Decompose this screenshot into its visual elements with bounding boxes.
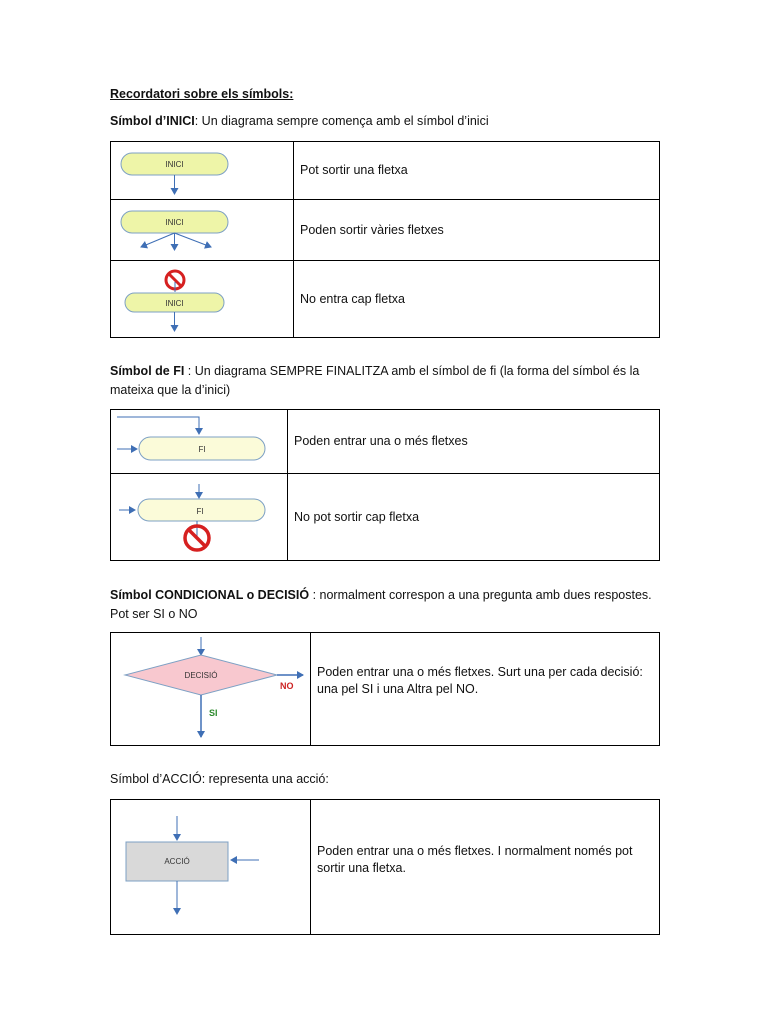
table-row — [111, 142, 660, 200]
inici-label: Símbol d’INICI — [110, 114, 195, 128]
inici-no-entry-figure — [111, 261, 294, 338]
accio-intro: Símbol d’ACCIÓ: representa una acció: — [110, 772, 329, 786]
accio-desc: Poden entrar una o més fletxes. I normalment només pot sortir una fletxa. — [311, 800, 660, 935]
shape-label: ACCIÓ — [164, 857, 190, 866]
no-entry-icon — [185, 521, 209, 550]
shape-label: INICI — [165, 218, 184, 227]
fi-table — [110, 409, 660, 561]
arrow-right — [175, 233, 212, 247]
decision-figure — [111, 633, 311, 746]
condicional-desc: Poden entrar una o més fletxes. Surt una per cada decisió: una pel SI i una Altra pel NO. — [311, 633, 660, 746]
fi-label: Símbol de FI — [110, 364, 185, 378]
table-row — [111, 261, 660, 338]
inici-intro — [110, 112, 662, 131]
document-title: Recordatori sobre els símbols: — [110, 87, 294, 101]
fi-desc-1: Poden entrar una o més fletxes — [288, 410, 660, 474]
inici-single-arrow-figure — [111, 142, 294, 200]
accio-table — [110, 799, 660, 935]
action-figure — [111, 800, 311, 935]
fi-text: : Un diagrama SEMPRE FINALITZA amb el símbol de fi (la forma del símbol és la mateixa que la d’inici) — [110, 364, 640, 397]
no-label: NO — [280, 681, 294, 691]
table-row — [111, 474, 660, 561]
arrow-in-top — [117, 417, 199, 434]
shape-label: INICI — [165, 160, 184, 169]
fi-intro — [110, 362, 662, 400]
yes-label: SI — [209, 708, 218, 718]
inici-desc-3: No entra cap fletxa — [294, 261, 660, 338]
shape-label: FI — [196, 507, 204, 516]
inici-desc-2: Poden sortir vàries fletxes — [294, 200, 660, 261]
condicional-label: Símbol CONDICIONAL o DECISIÓ — [110, 588, 310, 602]
shape-label: FI — [198, 445, 206, 454]
arrow-left — [141, 233, 175, 247]
table-row — [111, 800, 660, 935]
condicional-table — [110, 632, 660, 746]
table-row — [111, 410, 660, 474]
fi-no-exit-figure — [111, 474, 288, 561]
inici-table — [110, 141, 660, 338]
inici-multi-arrow-figure — [111, 200, 294, 261]
inici-text: : Un diagrama sempre comença amb el símbol d’inici — [194, 114, 489, 128]
no-entry-icon — [166, 271, 184, 292]
inici-desc-1: Pot sortir una fletxa — [294, 142, 660, 200]
condicional-text: : normalment correspon a una pregunta amb dues respostes. Pot ser SI o NO — [110, 588, 652, 621]
condicional-intro — [110, 586, 662, 624]
table-row — [111, 633, 660, 746]
table-row — [111, 200, 660, 261]
fi-desc-2: No pot sortir cap fletxa — [288, 474, 660, 561]
fi-multi-entry-figure — [111, 410, 288, 474]
shape-label: DECISIÓ — [184, 671, 218, 680]
shape-label: INICI — [165, 299, 184, 308]
